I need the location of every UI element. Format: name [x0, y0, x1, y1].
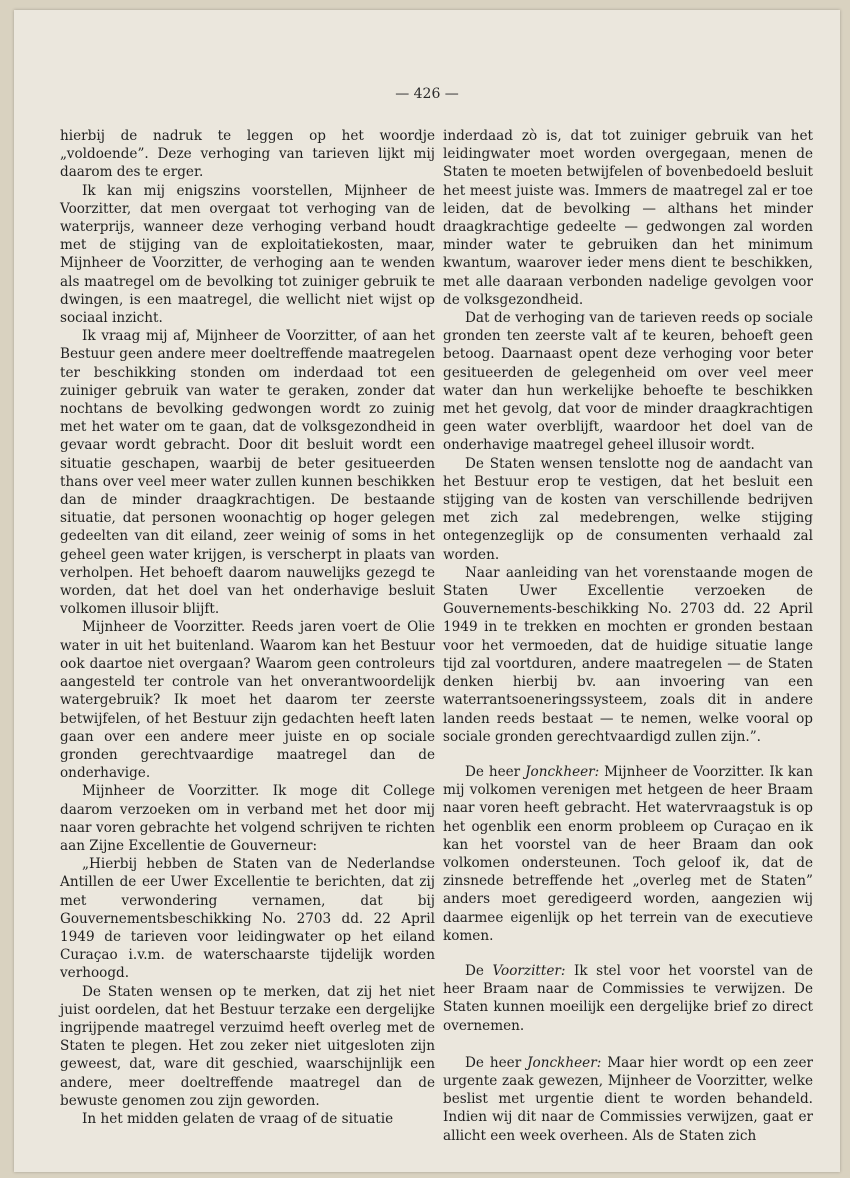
paragraph: Ik vraag mij af, Mijnheer de Voorzitter, of aan het Bestuur geen andere meer doeltreffende maatregelen ter beschikking stonden om inderdaad tot een zuiniger gebruik van water te geraken, zonder dat nochtans de bevolking gedwongen wordt zo zuinig met het water om te gaan, dat de volksgezondheid in gevaar wordt gebracht. Door dit besluit wordt een situatie geschapen, waarbij de beter gesitueerden thans over veel meer water zullen kunnen beschikken dan de minder draagkrachtigen. De bestaande situatie, dat personen woonachtig op hoger gelegen gedeelten van dit eiland, zeer weinig of soms in het geheel geen water krijgen, is verscherpt in plaats van verholpen. Het behoeft daarom nauwelijks gezegd te worden, dat het doel van het onderhavige besluit volkomen illusoir blijft.: [60, 328, 435, 618]
quoted-letter-paragraph: In het midden gelaten de vraag of de situatie: [82, 1110, 394, 1127]
quoted-letter-paragraph: De Staten wensen op te merken, dat zij het niet juist oordelen, dat het Bestuur terzake een dergelijke ingrijpende maatregel verzuimd heeft overleg met de Staten te plegen. Het zou zeker niet uitgesloten zijn geweest, dat, ware dit geschied, waarschijnlijk een andere, meer doeltreffende maatregel dan de bewuste genomen zou zijn geworden.: [60, 983, 435, 1109]
quoted-letter-paragraph: De Staten wensen tenslotte nog de aandacht van het Bestuur erop te vestigen, dat het besluit een stijging van de kosten van verschillende bedrijven met zich zal medebrengen, welke stijging ontegenzeglijk op de consumenten verhaald zal worden.: [443, 455, 813, 563]
speaker-label: De heer Jonckheer:: [465, 763, 600, 780]
speech-text: Ik stel voor het voorstel van de heer Braam naar de Commissies te verwijzen. De Staten kunnen moeilijk een dergelijke brief zo direct overnemen.: [443, 962, 814, 1034]
quoted-letter-paragraph: Dat de verhoging van de tarieven reeds op sociale gronden ten zeerste valt af te keuren, behoeft geen betoog. Daarnaast opent deze verhoging voor beter gesitueerden de gelegenheid om over veel meer water dan hun werkelijke behoefte te beschikken met het gevolg, dat voor de minder draagkrachtigen geen water overblijft, waardoor het doel van de onderhavige maatregel geheel illusoir wordt.: [443, 310, 813, 454]
paragraph: Mijnheer de Voorzitter. Ik moge dit College daarom verzoeken om in verband met het door mij naar voren gebrachte het volgend schrijven te richten aan Zijne Excellentie de Gouverneur:: [60, 783, 435, 854]
speech-jonckheer-2: [443, 1054, 813, 1145]
speaker-label: De heer Jonckheer:: [465, 1054, 602, 1071]
paragraph: hierbij de nadruk te leggen op het woordje „voldoende”. Deze verhoging van tarieven lijkt mij daarom des te erger.: [60, 128, 435, 181]
speaker-label: De Voorzitter:: [465, 962, 566, 979]
speech-jonckheer-1: [443, 763, 813, 945]
document-page: [14, 10, 840, 1172]
speech-text: Maar hier wordt op een zeer urgente zaak gewezen, Mijnheer de Voorzitter, welke beslist met urgentie dient te worden behandeld. Indien wij dit naar de Commissies verwijzen, gaat er allicht een week overheen. Als de Staten zich: [443, 1054, 813, 1144]
speech-voorzitter: [443, 962, 813, 1035]
quoted-letter-paragraph: „Hierbij hebben de Staten van de Nederlandse Antillen de eer Uwer Excellentie te berichten, dat zij met verwondering vernamen, dat bij Gouvernementsbeschikking No. 2703 dd. 22 April 1949 de tarieven voor leidingwater op het eiland Curaçao i.v.m. de waterschaarste tijdelijk worden verhoogd.: [60, 856, 435, 982]
page-number: — 426 —: [395, 86, 459, 102]
quoted-letter-paragraph: Naar aanleiding van het vorenstaande mogen de Staten Uwer Excellentie verzoeken de Gouvernements-beschikking No. 2703 dd. 22 April 1949 in te trekken en mochten er gronden bestaan voor het vermoeden, dat de huidige situatie lange tijd zal voortduren, andere maatregelen — de Staten denken hierbij bv. aan invoering van een waterrantsoeneringssysteem, zoals dit in andere landen reeds bestaat — te nemen, welke vooral op sociale gronden gerechtvaardigd zullen zijn.”.: [443, 564, 813, 745]
speech-text: Mijnheer de Voorzitter. Ik kan mij volkomen verenigen met hetgeen de heer Braam naar voren heeft gebracht. Het watervraagstuk is op het ogenblik een enorm probleem op Curaçao en ik kan het voorstel van de heer Braam dan ook volkomen ondersteunen. Toch geloof ik, dat de zinsnede betreffende het „overleg met de Staten” anders moet geredigeerd worden, aangezien wij daarmee eigenlijk op het terrein van de executieve komen.: [443, 763, 813, 944]
left-column: [60, 127, 435, 1128]
paragraph: Mijnheer de Voorzitter. Reeds jaren voert de Olie water in uit het buitenland. Waarom kan het Bestuur ook daartoe niet overgaan? Waarom geen controleurs aangesteld ter controle van het onverantwoordelijk watergebruik? Ik moet het daarom ter zeerste betwijfelen, of het Bestuur zijn gedachten heeft laten gaan over een andere meer juiste en op sociale gronden gerechtvaardige maatregel dan de onderhavige.: [60, 619, 435, 782]
paragraph: Ik kan mij enigszins voorstellen, Mijnheer de Voorzitter, dat men overgaat tot verhoging van de waterprijs, wanneer deze verhoging verband houdt met de stijging van de exploitatiekosten, maar, Mijnheer de Voorzitter, de verhoging aan te wenden als maatregel om de bevolking tot zuiniger gebruik te dwingen, is een maatregel, die wellicht niet wijst op sociaal inzicht.: [60, 182, 435, 327]
right-column: [443, 127, 813, 1145]
quoted-letter-paragraph: inderdaad zò is, dat tot zuiniger gebruik van het leidingwater moet worden overgegaan, menen de Staten te moeten betwijfelen of bovenbedoeld besluit het meest juiste was. Immers de maatregel zal er toe leiden, dat de bevolking — althans het minder draagkrachtige gedeelte — gedwongen zal worden minder water te gebruiken dan het minimum kwantum, waarover ieder mens dient te beschikken, met alle daaraan verbonden nadelige gevolgen voor de volksgezondheid.: [443, 128, 813, 308]
